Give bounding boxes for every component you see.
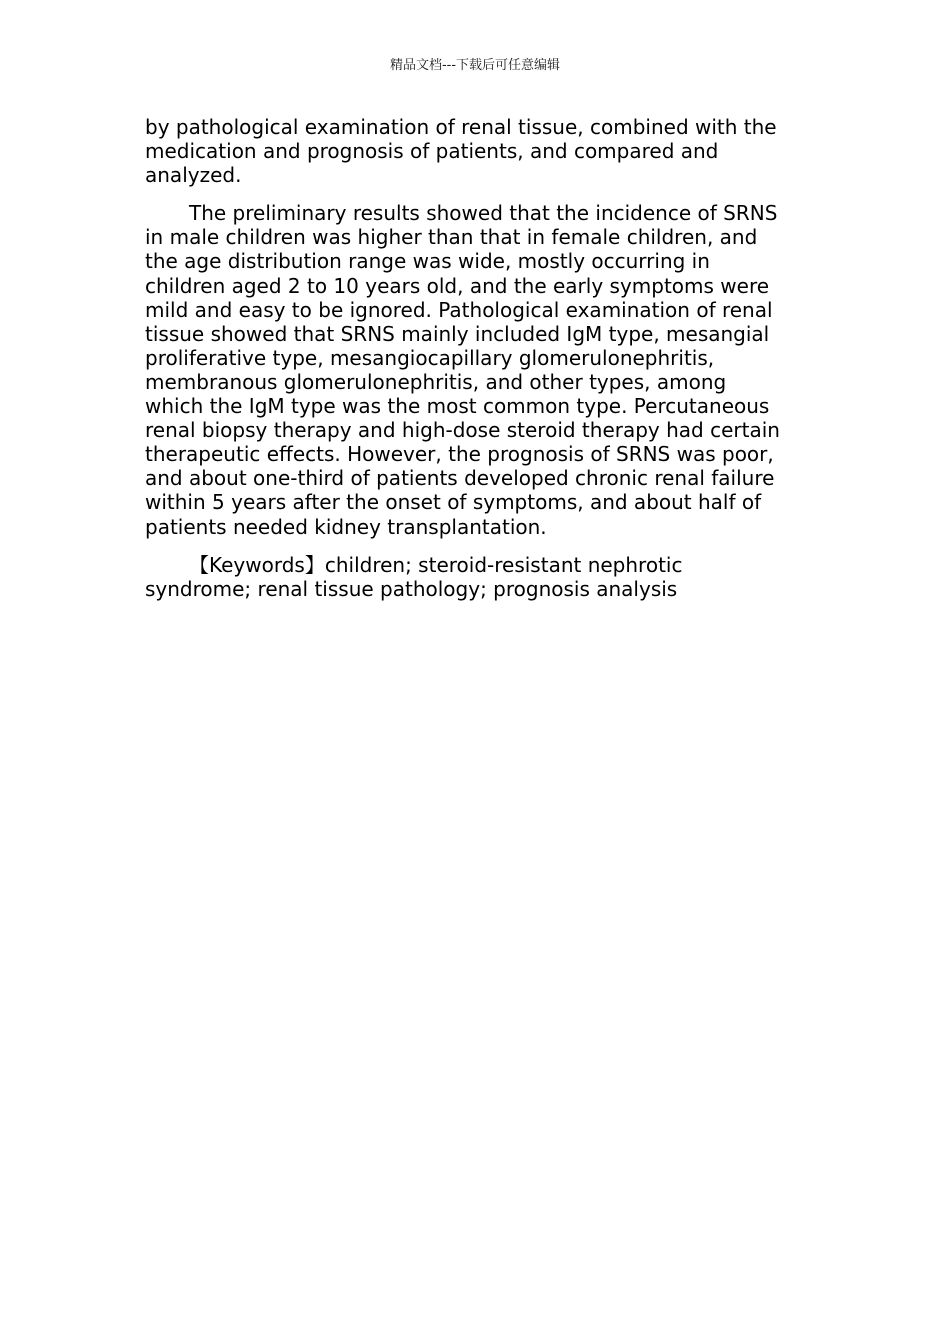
keywords-text: children; steroid-resistant nephrotic syndrome; renal tissue pathology; prognosis analysis <box>145 552 683 601</box>
page-header: 精品文档---下载后可任意编辑 <box>389 58 561 73</box>
keywords-label: 【Keywords】 <box>189 552 325 577</box>
paragraph-results: The preliminary results showed that the incidence of SRNS in male children was higher than that in female children, and the age distribution range was wide, mostly occurring in children aged 2 to 10 years old, and the early symptoms were mild and easy to be ignored. Pathological examination of renal tissue showed that SRNS mainly included IgM type, mesangial proliferative type, mesangiocapillary glomerulonephritis, membranous glomerulonephritis, and other types, among which the IgM type was the most common type. Percutaneous renal biopsy therapy and high-dose steroid therapy had certain therapeutic effects. However, the prognosis of SRNS was poor, and about one-third of patients developed chronic renal failure within 5 years after the onset of symptoms, and about half of patients needed kidney transplantation. <box>145 201 780 539</box>
keywords-paragraph <box>145 553 815 601</box>
document-body <box>145 115 815 615</box>
paragraph-continuation: by pathological examination of renal tissue, combined with the medication and prognosis of patients, and compared and analyzed. <box>145 115 777 188</box>
